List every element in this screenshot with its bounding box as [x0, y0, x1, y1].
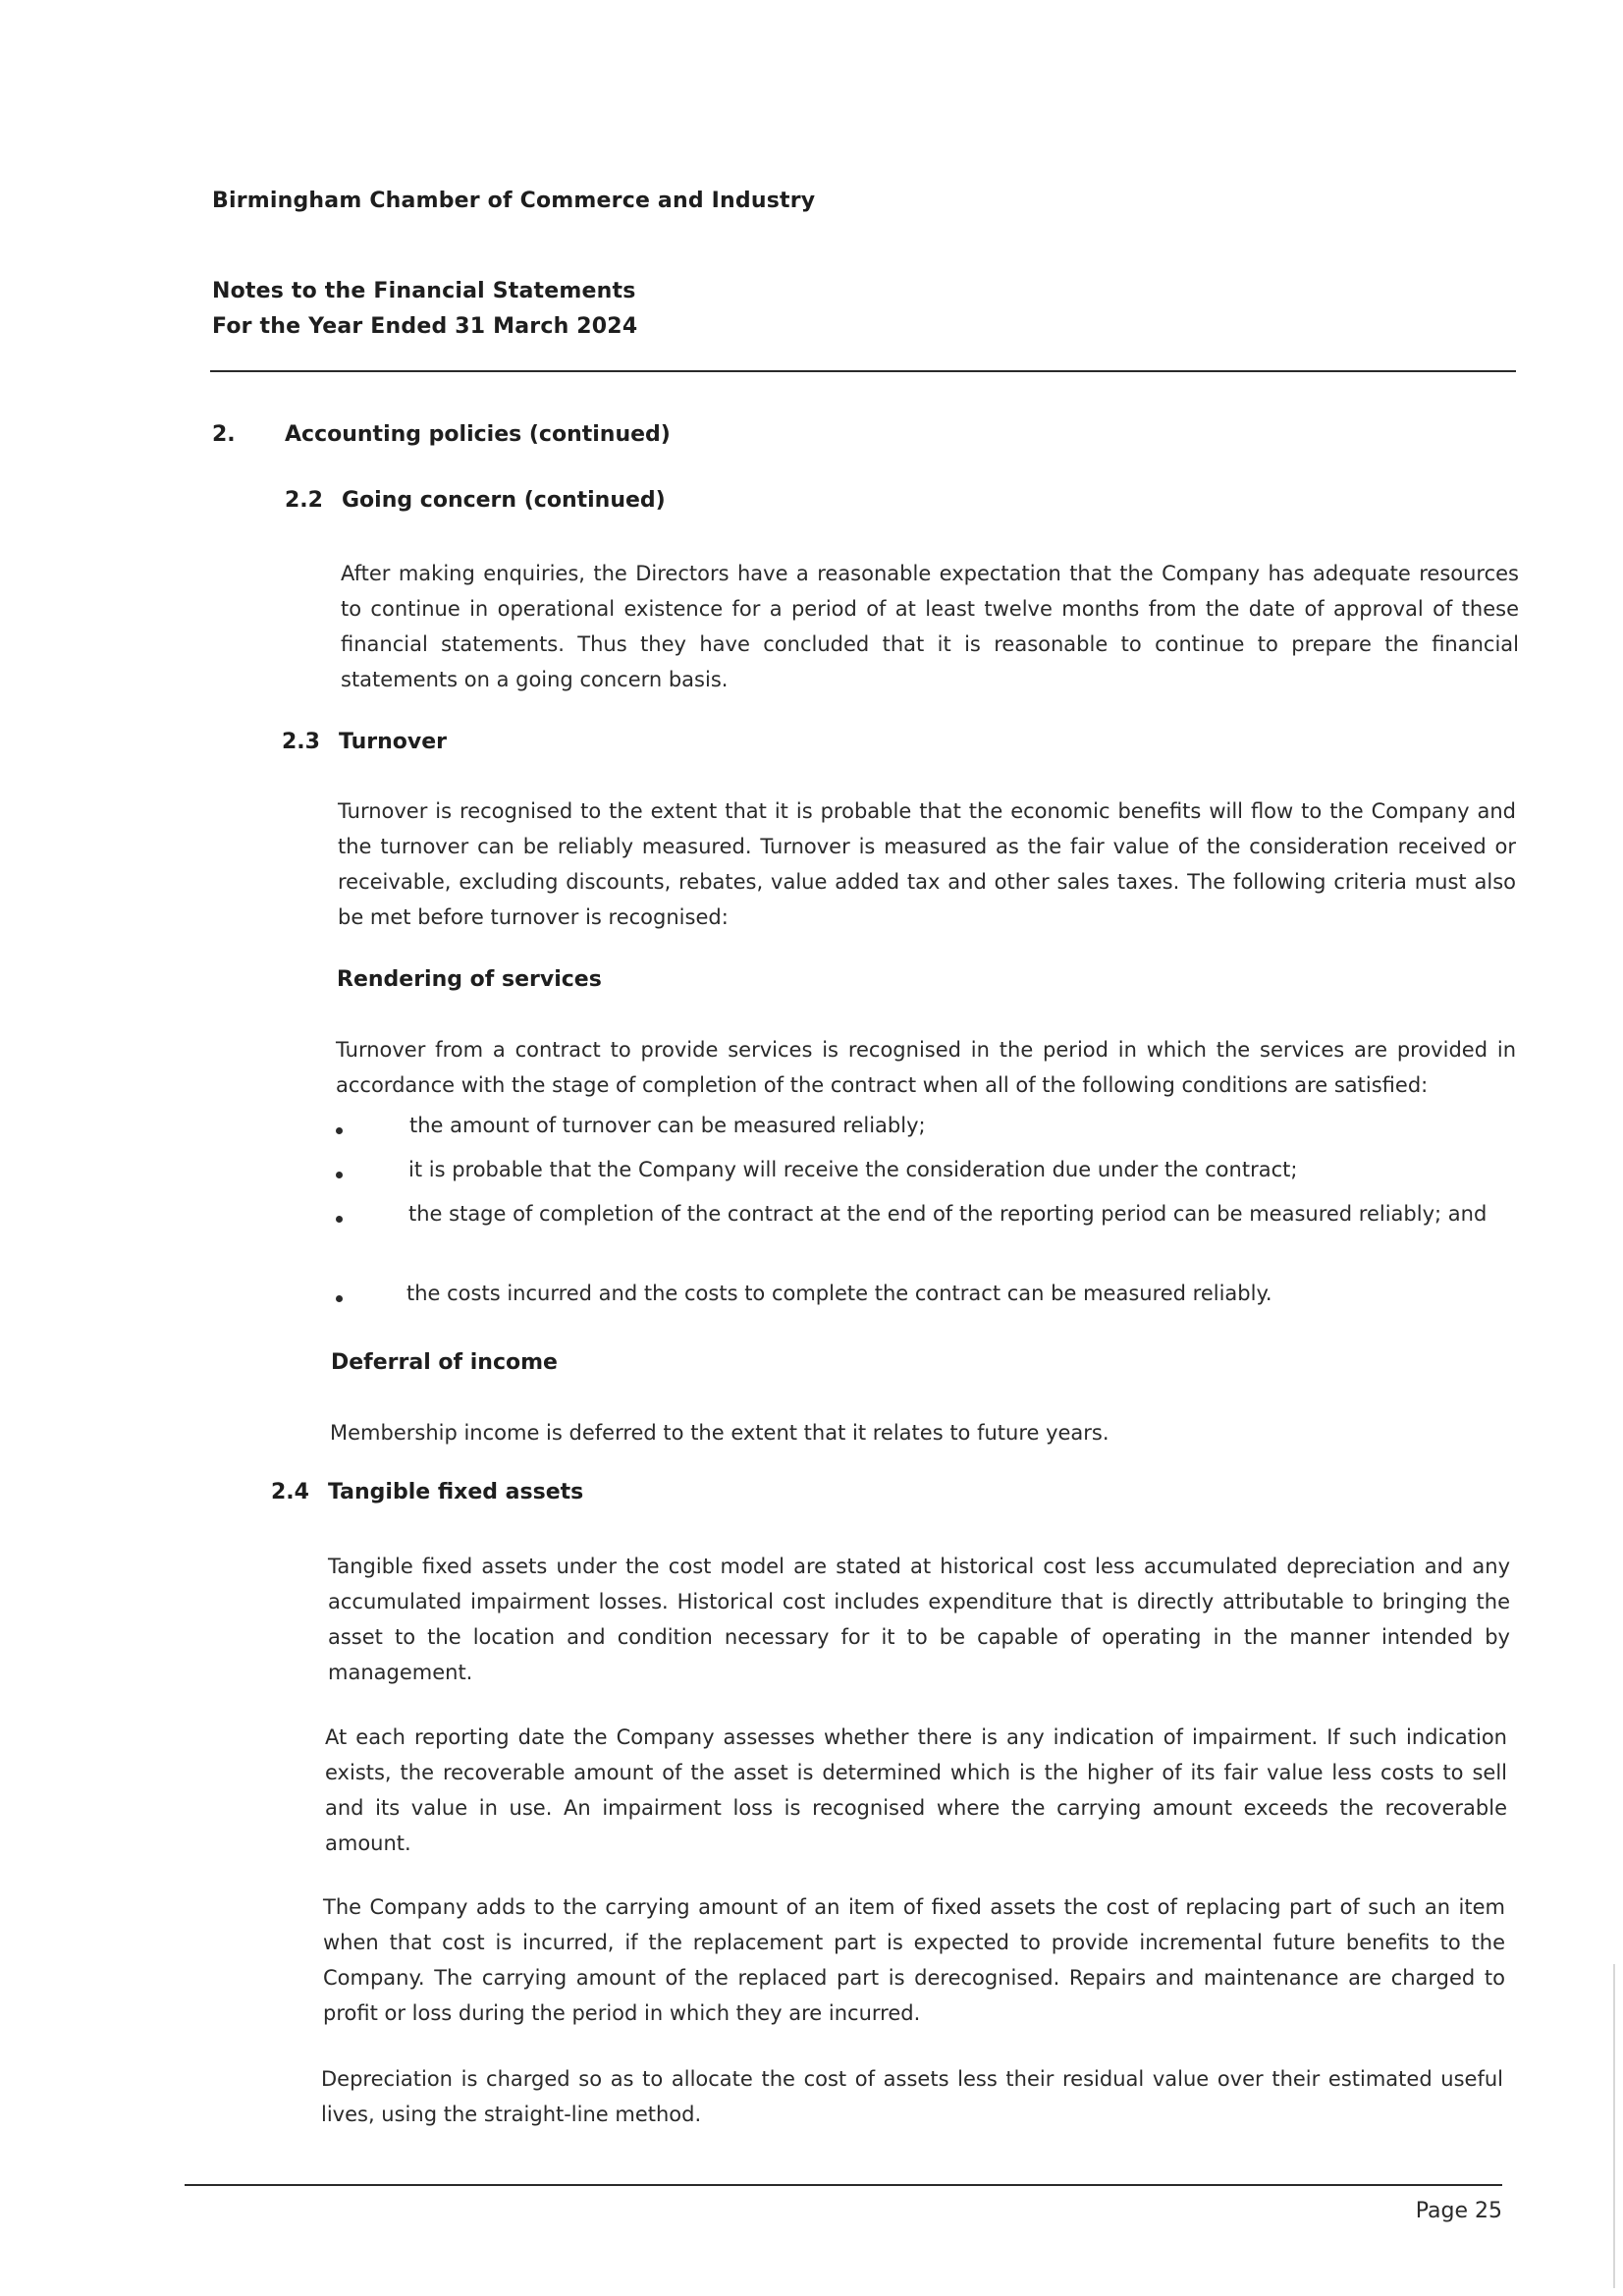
going-concern-title: Going concern (continued)	[342, 488, 666, 513]
bullet-icon	[336, 1172, 343, 1178]
turnover-number: 2.3	[282, 730, 320, 754]
bullet-icon	[336, 1295, 343, 1302]
condition-text: it is probable that the Company will receive the consideration due under the contract;	[408, 1158, 1298, 1181]
scan-edge-shadow	[1613, 1964, 1615, 2288]
document-title: Notes to the Financial Statements	[212, 279, 636, 303]
section-title: Accounting policies (continued)	[285, 422, 671, 447]
rendering-of-services-heading: Rendering of services	[337, 967, 602, 992]
page-number: Page 25	[1415, 2199, 1502, 2223]
condition-text: the costs incurred and the costs to complete the contract can be measured reliably.	[406, 1282, 1272, 1305]
condition-text: the stage of completion of the contract at the end of the reporting period can be measured reliably; and	[408, 1202, 1488, 1226]
rendering-of-services-paragraph: Turnover from a contract to provide services is recognised in the period in which the services are provided in accordance with the stage of completion of the contract when all of the following conditions are satisfied:	[336, 1038, 1516, 1097]
going-concern-number: 2.2	[285, 488, 323, 513]
turnover-paragraph: Turnover is recognised to the extent that it is probable that the economic benefits will flow to the Company and the turnover can be reliably measured. Turnover is measured as the fair value of the consideration received or receivable, excluding discounts, rebates, value added tax and other sales taxes. The following criteria must also be met before turnover is recognised:	[338, 799, 1516, 929]
deferral-of-income-heading: Deferral of income	[331, 1350, 558, 1375]
bullet-icon	[336, 1216, 343, 1223]
turnover-title: Turnover	[339, 730, 447, 754]
tangible-paragraph-depreciation: Depreciation is charged so as to allocate the cost of assets less their residual value over their estimated useful lives, using the straight-line method.	[321, 2067, 1503, 2126]
header-rule	[210, 370, 1516, 372]
bullet-icon	[336, 1127, 343, 1134]
tangible-paragraph-impairment: At each reporting date the Company assesses whether there is any indication of impairment. If such indication exists, the recoverable amount of the asset is determined which is the higher of its fair value less costs to sell and its value in use. An impairment loss is recognised where the carrying amount exceeds the recoverable amount.	[325, 1725, 1507, 1855]
organisation-name: Birmingham Chamber of Commerce and Industry	[212, 189, 816, 213]
tangible-paragraph-replacement: The Company adds to the carrying amount of an item of fixed assets the cost of replacing part of such an item when that cost is incurred, if the replacement part is expected to provide incremental future benefits to the Company. The carrying amount of the replaced part is derecognised. Repairs and maintenance are charged to profit or loss during the period in which they are incurred.	[323, 1895, 1505, 2025]
condition-text: the amount of turnover can be measured reliably;	[409, 1114, 926, 1137]
deferral-of-income-paragraph: Membership income is deferred to the extent that it relates to future years.	[330, 1421, 1109, 1445]
footer-rule	[185, 2184, 1502, 2186]
tangible-paragraph-cost-model: Tangible fixed assets under the cost model are stated at historical cost less accumulated depreciation and any accumulated impairment losses. Historical cost includes expenditure that is directly attributable to bringing the asset to the location and condition necessary for it to be capable of operating in the manner intended by management.	[328, 1555, 1510, 1684]
document-period: For the Year Ended 31 March 2024	[212, 314, 638, 339]
going-concern-paragraph: After making enquiries, the Directors have a reasonable expectation that the Company has adequate resources to continue in operational existence for a period of at least twelve months from the date of approval of these financial statements. Thus they have concluded that it is reasonable to continue to prepare the financial statements on a going concern basis.	[341, 562, 1519, 691]
section-number: 2.	[212, 422, 236, 447]
tangible-assets-title: Tangible fixed assets	[328, 1480, 584, 1504]
tangible-assets-number: 2.4	[271, 1480, 309, 1504]
